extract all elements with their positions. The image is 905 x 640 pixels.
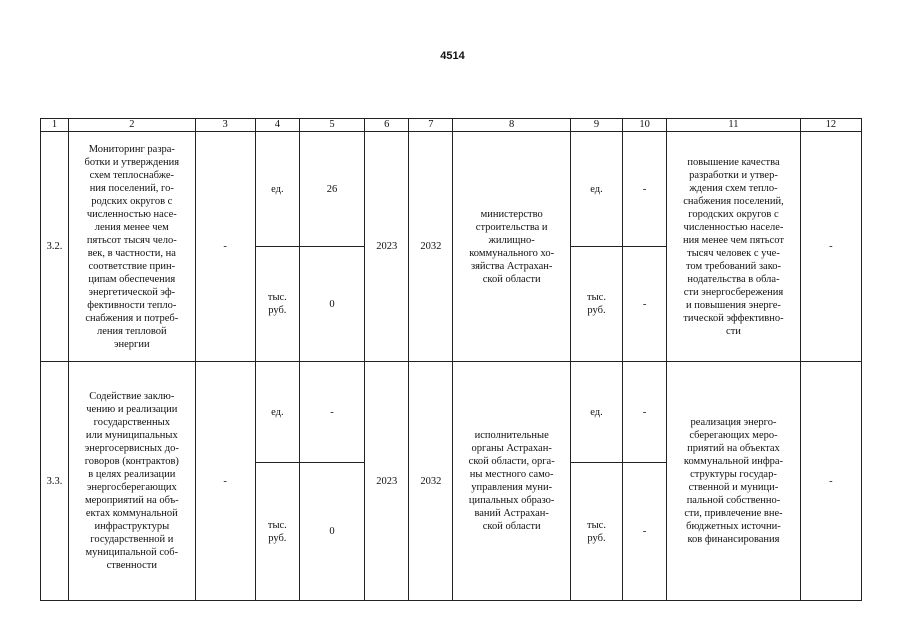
column-number: 6 <box>365 119 409 132</box>
col12-value: - <box>800 132 861 362</box>
column-number: 12 <box>800 119 861 132</box>
column-number: 5 <box>299 119 364 132</box>
column-number: 1 <box>41 119 69 132</box>
row-number: 3.3. <box>41 362 69 601</box>
financing-value: - <box>623 362 667 463</box>
column-numbers-row <box>41 119 862 132</box>
col3-value: - <box>195 362 255 601</box>
financing-value: - <box>623 132 667 247</box>
column-number: 4 <box>255 119 299 132</box>
indicator-value: - <box>299 362 364 463</box>
table-row <box>41 132 862 247</box>
unit-cell: тыс. руб. <box>255 247 299 362</box>
column-number: 9 <box>570 119 622 132</box>
column-number: 7 <box>409 119 453 132</box>
financing-value: - <box>623 247 667 362</box>
unit-cell: ед. <box>255 362 299 463</box>
unit-cell: ед. <box>570 362 622 463</box>
start-year: 2023 <box>365 362 409 601</box>
activity-name: Содействие заклю- чению и реализации государственных или муниципальных энергосервисных до- говоров (контрактов) в целях реализации энергосберегающих мероприятий на объ- ектах коммунальной инфраструктуры государственной и муниципальной соб- ственности <box>69 362 195 601</box>
col3-value: - <box>195 132 255 362</box>
row-number: 3.2. <box>41 132 69 362</box>
page-number: 4514 <box>440 50 465 62</box>
unit-cell: ед. <box>570 132 622 247</box>
column-number: 8 <box>453 119 570 132</box>
executor: министерство строительства и жилищно- коммунального хо- зяйства Астрахан- ской области <box>453 132 570 362</box>
executor: исполнительные органы Астрахан- ской области, орга- ны местного само- управления муни- ципальных образо- ваний Астрахан- ской области <box>453 362 570 601</box>
col12-value: - <box>800 362 861 601</box>
column-number: 10 <box>623 119 667 132</box>
unit-cell: тыс. руб. <box>570 247 622 362</box>
measures-table <box>40 118 862 601</box>
activity-name: Мониторинг разра- ботки и утверждения схем теплоснабже- ния поселений, го- родских округов с численностью насе- ления менее чем пятьсот тысяч чело- век, в частности, на соответствие прин- ципам обеспечения энергетической эф- фективности тепло- снабжения и потреб- ления тепловой энергии <box>69 132 195 362</box>
end-year: 2032 <box>409 362 453 601</box>
expected-result: реализация энерго- сберегающих меро- приятий на объектах коммунальной инфра- структуры государ- ственной и муници- пальной собственно- сти, привлечение вне- бюджетных источни- ков финансирования <box>667 362 800 601</box>
column-number: 3 <box>195 119 255 132</box>
unit-cell: тыс. руб. <box>255 463 299 601</box>
expected-result: повышение качества разработки и утвер- ждения схем тепло- снабжения поселений, городских округов с численностью населе- ния менее чем пятьсот тысяч человек с уче- том требований зако- нодательства в обла- сти энергосбережения и повышения энерге- тической эффективно- сти <box>667 132 800 362</box>
indicator-value: 0 <box>299 463 364 601</box>
indicator-value: 0 <box>299 247 364 362</box>
table-row <box>41 362 862 463</box>
financing-value: - <box>623 463 667 601</box>
column-number: 2 <box>69 119 195 132</box>
unit-cell: тыс. руб. <box>570 463 622 601</box>
column-number: 11 <box>667 119 800 132</box>
start-year: 2023 <box>365 132 409 362</box>
indicator-value: 26 <box>299 132 364 247</box>
end-year: 2032 <box>409 132 453 362</box>
unit-cell: ед. <box>255 132 299 247</box>
